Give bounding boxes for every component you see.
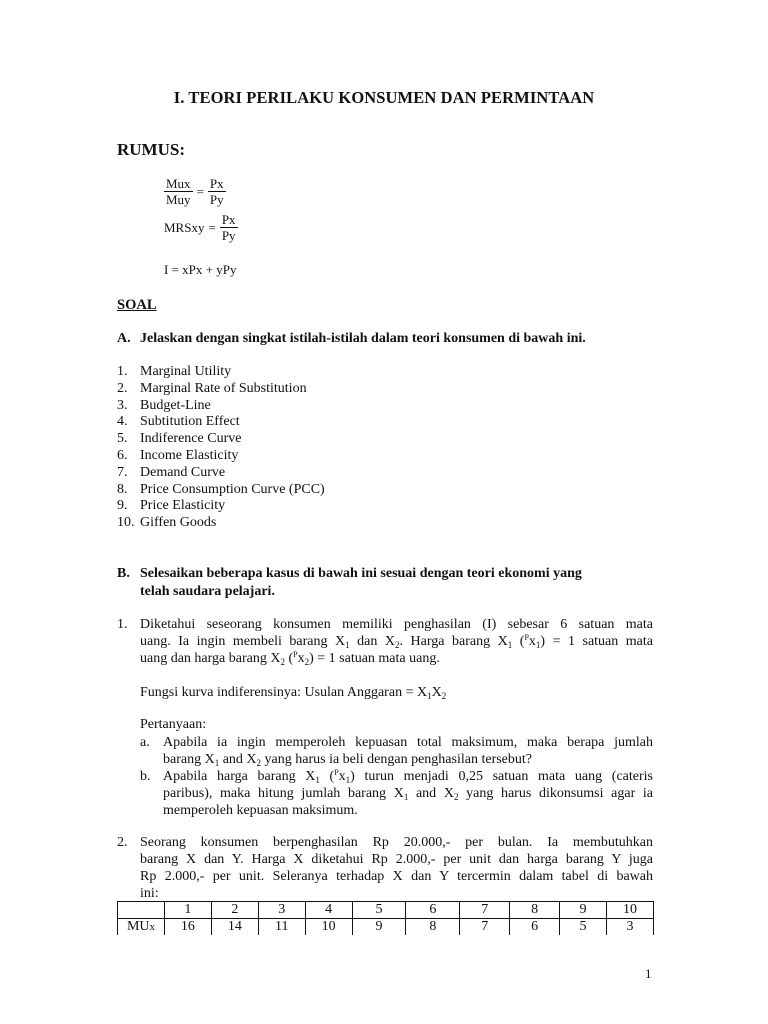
fraction-mu: $\frac{\text{Mux}}{\text{Muy}}$: [166, 176, 191, 207]
question-1-body: Diketahui seseorang konsumen memiliki penghasilan (I) sebesar 6 satuan mata uang. Ia ingin membeli barang $X_1$ dan $X_2$. Harga barang $X_1$ $(^Px_1) = 1$ satuan mata uang dan harga barang $X_2$ $(^Px_2) = 1$ satuan mata uang.: [140, 617, 654, 667]
page-title: I. TEORI PERILAKU KONSUMEN DAN PERMINTAAN: [173, 88, 595, 107]
fraction-price-2: $\frac{Px}{Py}$: [221, 212, 236, 243]
table-row: MUx 16 14 11 10 9 8 7 6 5 3: [118, 919, 654, 936]
section-b-heading: B. Selesaikan beberapa kasus di bawah ini sesuai dengan teori ekonomi yang telah saudara pelajari.: [117, 566, 582, 599]
page-number: 1: [645, 966, 652, 981]
table-header-row: 1 2 3 4 5 6 7 8 9 10: [118, 902, 654, 919]
fraction-price: $\frac{Px}{Py}$: [209, 176, 224, 207]
sub-question-b: Apabila harga barang $X_1$ $(^Px_1)$ turun menjadi 0,25 satuan mata uang (cateris paribus), maka hitung jumlah barang $X_1$ and $X_2$ yang harus dikonsumsi agar ia memperoleh kepuasan maksimum.: [163, 768, 654, 818]
question-2-body: Seorang konsumen berpenghasilan Rp 20.000,- per bulan. Ia membutuhkan barang X dan Y. Harga X diketahui Rp 2.000,- per unit dan harga barang Y juga Rp 2.000,- per unit. Seleranya terhadap X dan Y tercermin dalam tabel di bawah ini:: [140, 835, 653, 901]
formula-mu-ratio: $\frac{\text{Mux}}{\text{Muy}}$ = $\frac{Px}{Py}$: [166, 176, 224, 207]
list-item: 3. Budget-Line: [117, 397, 211, 413]
question-2-number: 2.: [117, 835, 128, 850]
utility-function: Fungsi kurva indiferensinya: Usulan Anggaran = $X_1X_2$: [140, 685, 447, 701]
sub-question-b-label: b.: [140, 769, 151, 784]
sub-question-a: Apabila ia ingin memperoleh kepuasan total maksimum, maka berapa jumlah barang $X_1$ and $X_2$ yang harus ia beli dengan penghasilan tersebut?: [163, 735, 653, 768]
list-item: 6. Income Elasticity: [117, 447, 239, 463]
list-item: 9. Price Elasticity: [117, 498, 226, 514]
term-list: [117, 364, 325, 532]
list-item: 8. Price Consumption Curve (PCC): [117, 481, 325, 497]
list-item: 5. Indiference Curve: [117, 431, 242, 447]
pertanyaan-label: Pertanyaan:: [140, 717, 207, 732]
mu-table: [117, 901, 654, 935]
list-item: 2. Marginal Rate of Substitution: [117, 380, 307, 396]
soal-heading: SOAL: [117, 297, 157, 313]
list-item: 7. Demand Curve: [117, 464, 226, 480]
list-item: 1. Marginal Utility: [117, 364, 232, 379]
sub-question-a-label: a.: [140, 735, 150, 750]
formula-budget: I = xPx + yPy: [164, 262, 237, 277]
rumus-heading: RUMUS:: [117, 140, 185, 159]
question-1-number: 1.: [117, 617, 128, 632]
list-item: 4. Subtitution Effect: [117, 414, 240, 430]
formula-mrs: MRSxy = $\frac{Px}{Py}$: [164, 212, 236, 243]
list-item: 10. Giffen Goods: [117, 515, 217, 531]
section-a-heading: A. Jelaskan dengan singkat istilah-istilah dalam teori konsumen di bawah ini.: [117, 331, 586, 346]
